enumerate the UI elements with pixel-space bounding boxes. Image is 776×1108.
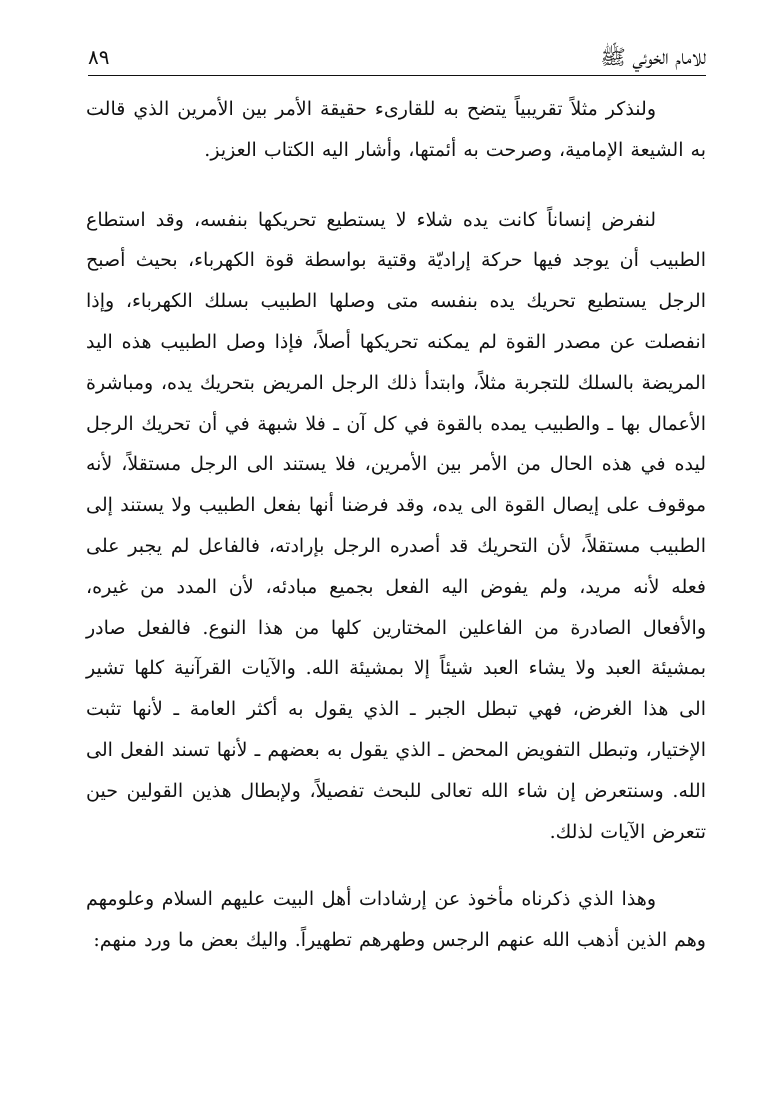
running-header: [88, 40, 706, 74]
body-text: [86, 89, 706, 961]
running-title: للامام الخوئي ﷺ: [600, 45, 706, 69]
paragraph-intro: ولنذكر مثلاً تقريبياً يتضح به للقارىء حقيقة الأمر بين الأمرين الذي قالت به الشيعة الإمامية، وصرحت به أئمتها، وأشار اليه الكتاب العزيز.: [86, 98, 706, 161]
paragraph-example: لنفرض إنساناً كانت يده شلاء لا يستطيع تحريكها بنفسه، وقد استطاع الطبيب أن يوجد فيها حركة إراديّة وقتية بواسطة قوة الكهرباء، بحيث أصبح الرجل يستطيع تحريك يده بنفسه متى وصلها الطبيب بسلك الكهرباء، وإذا انفصلت عن مصدر القوة لم يمكنه تحريكها أصلاً، فإذا وصل الطبيب هذه اليد المريضة بالسلك للتجربة مثلاً، وابتدأ ذلك الرجل المريض بتحريك يده، ومباشرة الأعمال بها ـ والطبيب يمده بالقوة في كل آن ـ فلا شبهة في أن تحريك الرجل ليده في هذه الحال من الأمر بين الأمرين، فلا يستند الى الرجل مستقلاً، لأنه موقوف على إيصال القوة الى يده، وقد فرضنا أنها بفعل الطبيب ولا يستند إلى الطبيب مستقلاً، لأن التحريك قد أصدره الرجل بإرادته، فالفاعل لم يجبر على فعله لأنه مريد، ولم يفوض اليه الفعل بجميع مبادئه، لأن المدد من غيره، والأفعال الصادرة من الفاعلين المختارين كلها من هذا النوع. فالفعل صادر بمشيئة العبد ولا يشاء العبد شيئاً إلا بمشيئة الله. والآيات القرآنية كلها تشير الى هذا الغرض، فهي تبطل الجبر ـ الذي يقول به أكثر العامة ـ لأنها تثبت الإختيار، وتبطل التفويض المحض ـ الذي يقول به بعضهم ـ لأنها تسند الفعل الى الله. وسنتعرض إن شاء الله تعالى للبحث تفصيلاً، ولإبطال هذين القولين حين تتعرض الآيات لذلك.: [86, 208, 706, 843]
paragraph-conclusion: وهذا الذي ذكرناه مأخوذ عن إرشادات أهل البيت ⁣عليهم السلام⁣ وعلومهم وهم الذين أذهب الله عنهم الرجس وطهرهم تطهيراً. واليك بعض ما ورد منهم:: [86, 888, 706, 952]
header-divider: [88, 75, 706, 76]
page-number: ٨٩: [88, 45, 110, 69]
